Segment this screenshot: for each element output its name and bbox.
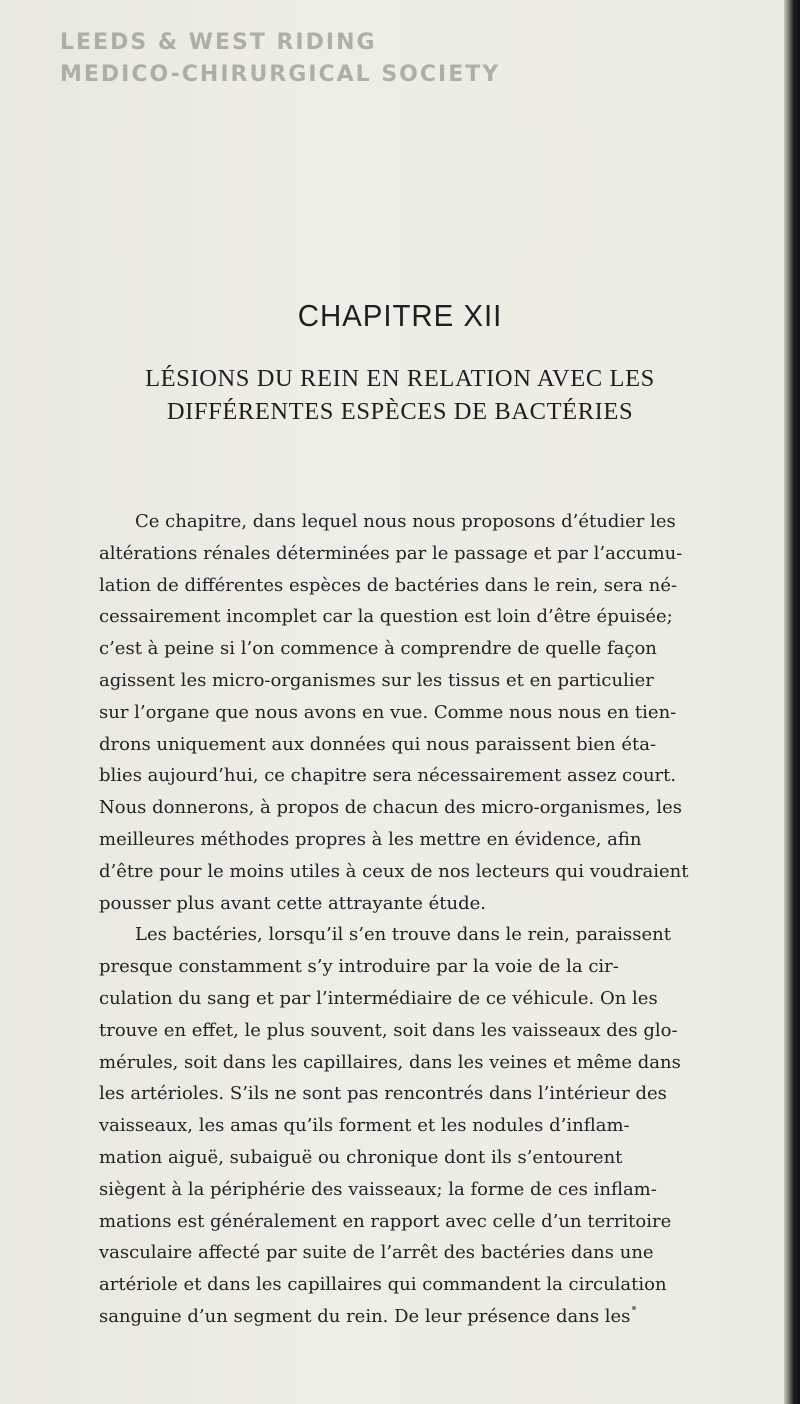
text-line: cessairement incomplet car la question est loin d’être épuisée; [99,606,673,628]
text-line: c’est à peine si l’on commence à comprendre de quelle façon [99,638,657,660]
text-line: culation du sang et par l’intermédiaire de ce véhicule. On les [99,987,658,1009]
text-line: meilleures méthodes propres à les mettre en évidence, afin [99,828,642,850]
library-stamp-line-2: MEDICO-CHIRURGICAL SOCIETY [60,62,501,87]
library-stamp-line-1: LEEDS & WEST RIDING [60,30,377,55]
text-line: mation aiguë, subaiguë ou chronique dont ils s’entourent [99,1146,623,1168]
chapter-title-line-1: LÉSIONS DU REIN EN RELATION AVEC LES [145,365,655,392]
text-line: mérules, soit dans les capillaires, dans les veines et même dans [99,1051,681,1073]
text-line: sur l’organe que nous avons en vue. Comme nous nous en tien- [99,701,677,723]
text-line: sanguine d’un segment du rein. De leur présence dans les [99,1305,631,1327]
body-text [99,506,771,1333]
text-line: siègent à la périphérie des vaisseaux; la forme de ces inflam- [99,1178,657,1200]
text-line: presque constamment s’y introduire par la voie de la cir- [99,956,619,978]
text-line: vasculaire affecté par suite de l’arrêt des bactéries dans une [99,1242,654,1264]
chapter-number: CHAPITRE XII [297,298,503,333]
text-line: altérations rénales déterminées par le passage et par l’accumu- [99,542,683,564]
chapter-title [0,362,800,428]
text-line: artériole et dans les capillaires qui commandent la circulation [99,1274,667,1296]
text-line: blies aujourd’hui, ce chapitre sera nécessairement assez court. [99,765,677,787]
text-line: d’être pour le moins utiles à ceux de nos lecteurs qui voudraient [99,860,689,882]
text-line: les artérioles. S’ils ne sont pas rencontrés dans l’intérieur des [99,1083,667,1105]
text-line: pousser plus avant cette attrayante étude. [99,892,486,914]
text-line: agissent les micro-organismes sur les tissus et en particulier [99,669,654,691]
text-line: vaisseaux, les amas qu’ils forment et les nodules d’inflam- [99,1115,630,1137]
page-edge-shadow [784,0,800,1404]
text-line: Ce chapitre, dans lequel nous nous proposons d’étudier les [135,511,676,532]
text-line: mations est généralement en rapport avec celle d’un territoire [99,1210,672,1232]
text-line: lation de différentes espèces de bactéries dans le rein, sera né- [99,574,678,596]
text-line: drons uniquement aux données qui nous paraissent bien éta- [99,733,657,755]
text-line: trouve en effet, le plus souvent, soit dans les vaisseaux des glo- [99,1019,678,1041]
paper-speck [632,1306,636,1310]
text-line: Nous donnerons, à propos de chacun des micro-organismes, les [99,797,682,819]
text-line: Les bactéries, lorsqu’il s’en trouve dans le rein, paraissent [135,924,672,946]
chapter-title-line-2: DIFFÉRENTES ESPÈCES DE BACTÉRIES [166,398,634,425]
